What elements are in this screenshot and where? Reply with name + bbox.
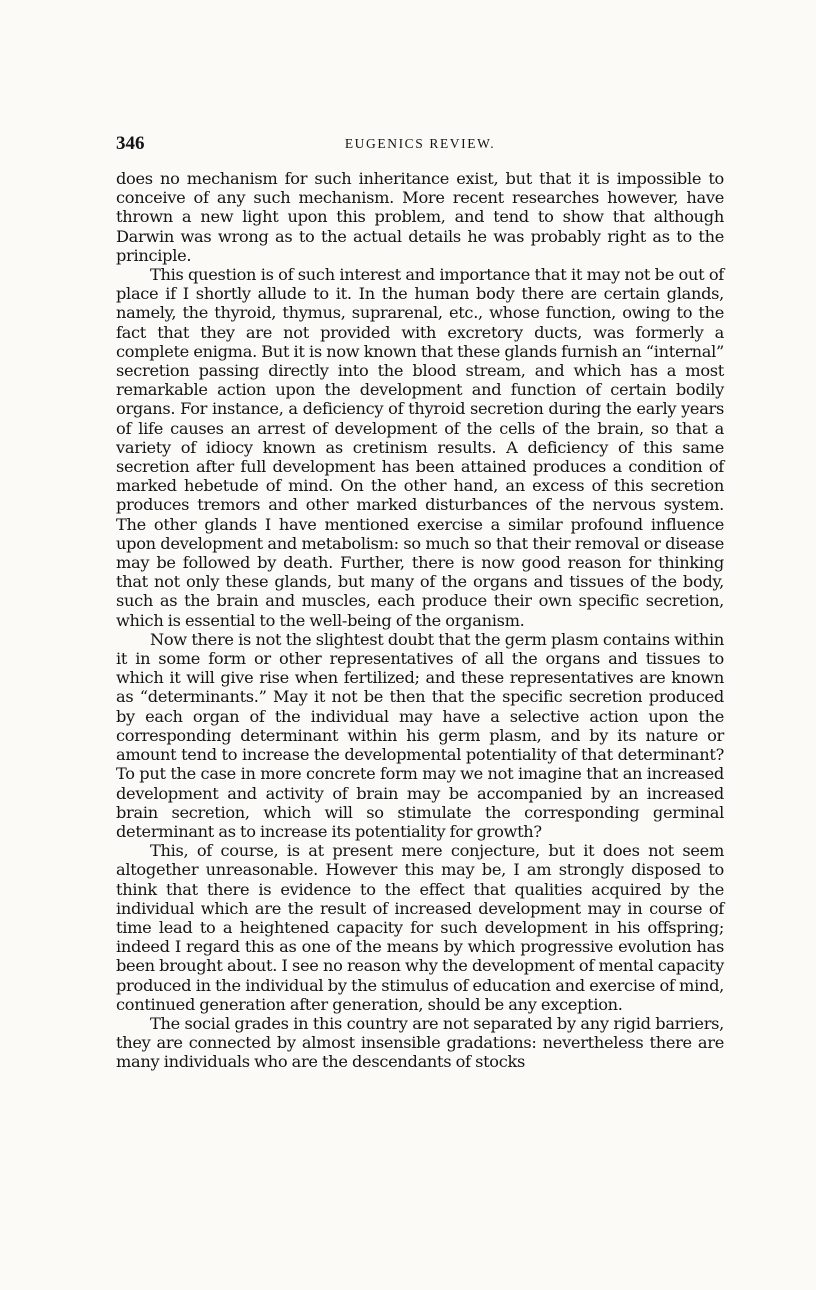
paragraph: This, of course, is at present mere conjecture, but it does not seem altogether unreasonable. However this may be, I am strongly disposed to think that there is evidence to the effect that qualities acquired by the individual which are the result of increased development may in course of time lead to a heightened capacity for such development in his offspring; indeed I regard this as one of the means by which progressive evolution has been brought about. I see no reason why the development of mental capacity produced in the individual by the stimulus of education and exercise of mind, continued generation after generation, should be any exception. — [116, 841, 724, 1014]
paragraph-continued: does no mechanism for such inheritance exist, but that it is impossible to conceive of any such mechanism. More recent researches however, have thrown a new light upon this problem, and tend to show that although Darwin was wrong as to the actual details he was probably right as to the principle. — [116, 169, 724, 265]
body-text — [116, 169, 724, 1072]
paragraph: Now there is not the slightest doubt that the germ plasm contains within it in some form or other representatives of all the organs and tissues to which it will give rise when fertilized; and these representatives are known as “determinants.” May it not be then that the specific secretion produced by each organ of the individual may have a selective action upon the corresponding determinant within his germ plasm, and by its nature or amount tend to increase the developmental potentiality of that determinant? To put the case in more concrete form may we not imagine that an increased development and activity of brain may be accompanied by an increased brain secretion, which will so stimulate the corresponding germinal determinant as to increase its potentiality for growth? — [116, 629, 724, 841]
paragraph: The social grades in this country are not separated by any rigid barriers, they are connected by almost insensible gradations: nevertheless there are many individuals who are the descendants of stocks — [116, 1013, 724, 1072]
paragraph: This question is of such interest and importance that it may not be out of place if I shortly allude to it. In the human body there are certain glands, namely, the thyroid, thymus, suprarenal, etc., whose function, owing to the fact that they are not provided with excretory ducts, was formerly a complete enigma. But it is now known that these glands furnish an “internal” secretion passing directly into the blood stream, and which has a most remarkable action upon the development and function of certain bodily organs. For instance, a deficiency of thyroid secretion during the early years of life causes an arrest of development of the cells of the brain, so that a variety of idiocy known as cretinism results. A deficiency of this same secretion after full development has been attained produces a condition of marked hebetude of mind. On the other hand, an excess of this secretion produces tremors and other marked disturbances of the nervous system. The other glands I have mentioned exercise a similar profound influence upon development and metabolism: so much so that their removal or disease may be followed by death. Further, there is now good reason for thinking that not only these glands, but many of the organs and tissues of the body, such as the brain and muscles, each produce their own specific secretion, which is essential to the well-being of the organism. — [116, 265, 724, 630]
page-number: 346 — [116, 133, 145, 154]
page-header — [116, 133, 724, 157]
running-title: EUGENICS REVIEW. — [344, 136, 496, 151]
